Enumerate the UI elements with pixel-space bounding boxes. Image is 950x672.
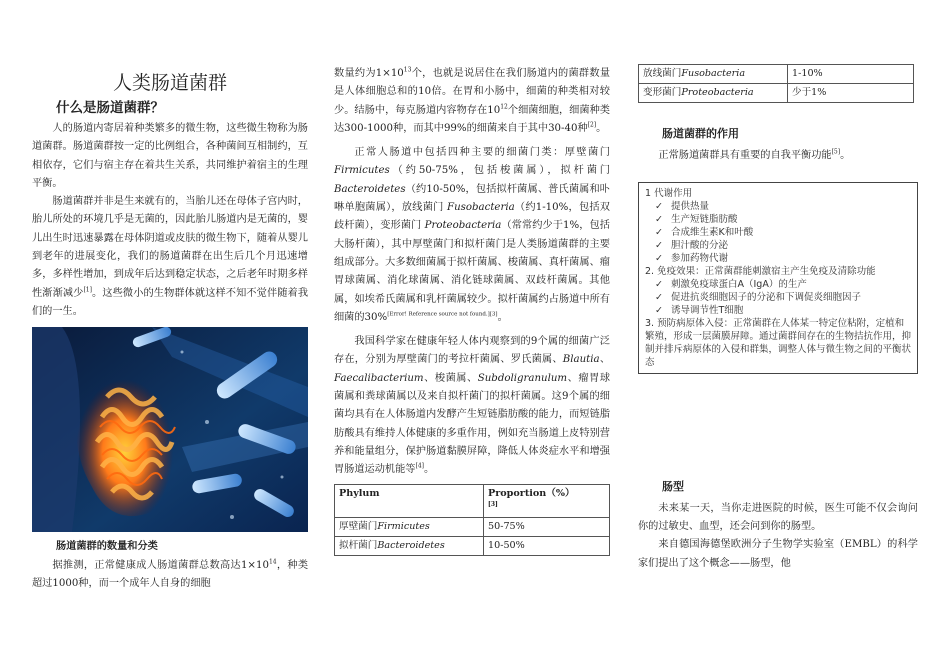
check-icon: ✓ bbox=[655, 239, 663, 251]
item-text: 刺激免疫球蛋白A（IgA）的生产 bbox=[671, 278, 807, 290]
paragraph-count bbox=[32, 557, 308, 594]
cell-latin: Bacteroidetes bbox=[377, 539, 445, 551]
header-proportion bbox=[484, 484, 610, 517]
column-3 bbox=[638, 64, 918, 573]
page-title: 人类肠道菌群 bbox=[112, 72, 227, 94]
header-proportion-text: Proportion（%） bbox=[488, 487, 575, 499]
heading-role: 肠道菌群的作用 bbox=[662, 127, 739, 140]
phylum-table-continued bbox=[638, 64, 914, 103]
p5-g: （约1-10%，包括双歧杆菌），变形菌门 bbox=[334, 202, 610, 232]
paragraph-count-cont bbox=[334, 65, 610, 138]
check-icon: ✓ bbox=[655, 226, 663, 238]
list-item bbox=[645, 213, 911, 226]
cell-proportion: 10-50% bbox=[484, 536, 610, 555]
heading-what-is: 什么是肠道菌群？ bbox=[56, 100, 164, 116]
cell-cn: 放线菌门 bbox=[643, 68, 682, 79]
p7-end: 。 bbox=[840, 150, 851, 162]
section-immunity: 2. 免疫效果：正常菌群能刺激宿主产生免疫及清除功能 bbox=[645, 265, 876, 277]
check-icon: ✓ bbox=[655, 252, 663, 264]
item-text: 胆汁酸的分泌 bbox=[671, 239, 729, 251]
check-icon: ✓ bbox=[655, 304, 663, 316]
header-ref[interactable]: [3] bbox=[488, 500, 498, 508]
ref-2[interactable]: [2] bbox=[587, 121, 597, 129]
table-row bbox=[335, 517, 610, 536]
paragraph-china-study bbox=[334, 333, 610, 479]
column-2 bbox=[334, 65, 610, 556]
table-row bbox=[639, 84, 914, 103]
cell-phylum bbox=[335, 517, 484, 536]
paragraph-enterotype-1: 未来某一天，当你走进医院的时候，医生可能不仅会询问你的过敏史、血型，还会问到你的肠型。 bbox=[638, 502, 918, 533]
heading-enterotype: 肠型 bbox=[662, 479, 684, 493]
list-item bbox=[645, 291, 911, 304]
list-item bbox=[645, 304, 911, 317]
p6-g: 、瘤胃球菌属和粪球菌属以及来自拟杆菌门的拟杆菌属。这9个属的细菌均具有在人体肠道内发酵产生短链脂肪酸的能力，而短链脂肪酸具有维持人体健康的多重作用，例如充当肠道上皮特别营养和能量组分，保护肠道黏膜屏障，降低人体炎症水平和增强胃肠道运动机能等 bbox=[334, 372, 611, 476]
section-pathogen-defense: 3. 预防病原体入侵：正常菌群在人体某一特定位粘附，定植和繁殖，形成一层菌膜屏障。通过菌群间存在的生物拮抗作用，抑制并排斥病原体的入侵和群集，调整人体与微生物之间的平衡状态 bbox=[645, 317, 912, 368]
ref-3-error[interactable]: [Error! Reference source not found.][3] bbox=[387, 311, 498, 318]
table-header-row bbox=[335, 484, 610, 517]
p4-tail2: 个细菌细胞，细菌种类达300-1000种，而其中99%的细菌来自于其中30-40种 bbox=[334, 104, 610, 134]
paragraph-role bbox=[638, 147, 918, 165]
paragraph-intro: 人的肠道内寄居着种类繁多的微生物，这些微生物称为肠道菌群。肠道菌群按一定的比例组合，各种菌间互相制约，互相依存，它们与宿主存在着共生关系，共同维护着宿主的生理平衡。 bbox=[32, 123, 308, 189]
cell-phylum bbox=[639, 65, 788, 84]
ref-5[interactable]: [5] bbox=[831, 148, 841, 156]
p5-i: （常常约少于1%，包括大肠杆菌），其中厚壁菌门和拟杆菌门是人类肠道菌群的主要组成部分。大多数细菌属于拟杆菌属、梭菌属、真杆菌属、瘤胃球菌属、消化球菌属、消化链球菌属、双歧杆菌属。其他属，如埃希氏菌属和乳杆菌属较少。拟杆菌属约占肠道中所有细菌的30% bbox=[334, 220, 610, 323]
p4-end: 。 bbox=[596, 122, 607, 134]
heading-count-classification: 肠道菌群的数量和分类 bbox=[56, 541, 158, 553]
check-icon: ✓ bbox=[655, 278, 663, 290]
paragraph-enterotype-2: 来自德国海德堡欧洲分子生物学实验室（EMBL）的科学家们提出了这个概念——肠型，他 bbox=[638, 539, 918, 569]
ref-1[interactable]: [1] bbox=[83, 286, 92, 294]
column-1 bbox=[32, 0, 308, 593]
item-text: 诱导调节性T细胞 bbox=[671, 304, 744, 316]
list-item bbox=[645, 226, 911, 239]
cell-cn: 拟杆菌门 bbox=[339, 539, 378, 551]
list-item bbox=[645, 239, 911, 252]
exponent-12: 12 bbox=[500, 103, 508, 111]
ref-4[interactable]: [4] bbox=[415, 462, 424, 470]
p4-tail: 个，也就是说居住在我们肠道内的菌群数量是人体细胞总和的10倍。在胃和小肠中，细菌的种类相对较少。结肠中，每克肠道内容物存在10 bbox=[334, 68, 611, 116]
cell-latin: Fusobacteria bbox=[681, 68, 746, 79]
list-item bbox=[645, 252, 911, 265]
check-icon: ✓ bbox=[655, 291, 663, 303]
list-item bbox=[645, 200, 911, 213]
p5-c: （约50-75%，包括梭菌属），拟杆菌门 bbox=[389, 165, 610, 177]
item-text: 促进抗炎细胞因子的分泌和下调促炎细胞因子 bbox=[671, 291, 862, 303]
latin-bacteroidetes: Bacteroidetes bbox=[334, 183, 406, 195]
p5-e: （约10-50%，包括拟杆菌属、普氏菌属和卟啉单胞菌属），放线菌门 bbox=[334, 183, 610, 214]
paragraph-count-text: 据推测，正常健康成人肠道菌群总数高达1×10 bbox=[52, 559, 269, 571]
list-item bbox=[645, 278, 911, 291]
exponent-14: 14 bbox=[268, 558, 277, 566]
latin-firmicutes: Firmicutes bbox=[334, 165, 390, 177]
paragraph-count-tail: ，种类超过1000种，而一个成年人自身的细胞 bbox=[32, 559, 309, 589]
exponent-13: 13 bbox=[403, 66, 412, 74]
latin-fusobacteria: Fusobacteria bbox=[447, 202, 515, 214]
table-row bbox=[639, 65, 914, 84]
cell-cn: 厚壁菌门 bbox=[339, 520, 378, 532]
cell-latin: Proteobacteria bbox=[681, 87, 754, 98]
table-row bbox=[335, 536, 610, 555]
paragraph-origin-text: 肠道菌群并非是生来就有的，当胎儿还在母体子宫内时，胎儿所处的环境几乎是无菌的，因此胎儿肠道内是无菌的，婴儿出生时迅速暴露在母体阴道或皮肤的微生物下，随着从婴儿到老年的进展变化，我们的肠道菌群在出生后几个月迅速增多，多样性增加，到成年后达到稳定状态，之后老年时期多样性渐渐减少 bbox=[32, 196, 308, 299]
p6-end: 。 bbox=[424, 464, 435, 476]
item-text: 合成维生素K和叶酸 bbox=[671, 226, 754, 238]
paragraph-origin-tail: 。这些微小的生物群体就这样不知不觉伴随着我们的一生。 bbox=[32, 287, 309, 317]
phylum-table bbox=[334, 484, 610, 556]
latin-blautia: Blautia bbox=[562, 354, 600, 366]
p6-a: 我国科学家在健康年轻人体内观察到的9个属的细菌广泛存在，分别为厚壁菌门的考拉杆菌属、罗氏菌属、 bbox=[334, 336, 610, 366]
p7-text: 正常肠道菌群具有重要的自我平衡功能 bbox=[658, 150, 832, 162]
gut-bacteria-image bbox=[32, 327, 308, 532]
check-icon: ✓ bbox=[655, 200, 663, 212]
gut-bacteria-illustration bbox=[32, 327, 308, 532]
latin-proteobacteria: Proteobacteria bbox=[424, 220, 502, 232]
cell-proportion: 50-75% bbox=[484, 517, 610, 536]
header-phylum: Phylum bbox=[335, 484, 484, 517]
cell-proportion: 1-10% bbox=[788, 65, 914, 84]
latin-subdoligranulum: Subdoligranulum bbox=[477, 372, 568, 384]
item-text: 参加药物代谢 bbox=[671, 252, 729, 264]
p6-c: 、 bbox=[599, 354, 611, 366]
p4-text: 数量约为1×10 bbox=[334, 68, 404, 79]
cell-phylum bbox=[335, 536, 484, 555]
p5-a: 正常人肠道中包括四种主要的细菌门类：厚壁菌门 bbox=[354, 147, 610, 159]
cell-latin: Firmicutes bbox=[377, 520, 430, 532]
cell-proportion: 少于1% bbox=[788, 84, 914, 103]
p6-e: 、梭菌属、 bbox=[423, 372, 478, 384]
latin-faecalibacterium: Faecalibacterium bbox=[334, 372, 424, 384]
item-text: 生产短链脂肪酸 bbox=[671, 213, 738, 225]
cell-cn: 变形菌门 bbox=[643, 87, 682, 98]
paragraph-phyla bbox=[334, 144, 610, 327]
p5-end: 。 bbox=[497, 311, 508, 323]
check-icon: ✓ bbox=[655, 213, 663, 225]
item-text: 提供热量 bbox=[671, 200, 710, 212]
functions-box bbox=[638, 182, 918, 374]
cell-phylum bbox=[639, 84, 788, 103]
paragraph-origin bbox=[32, 193, 308, 321]
section-metabolism: 1 代谢作用 bbox=[645, 187, 693, 199]
